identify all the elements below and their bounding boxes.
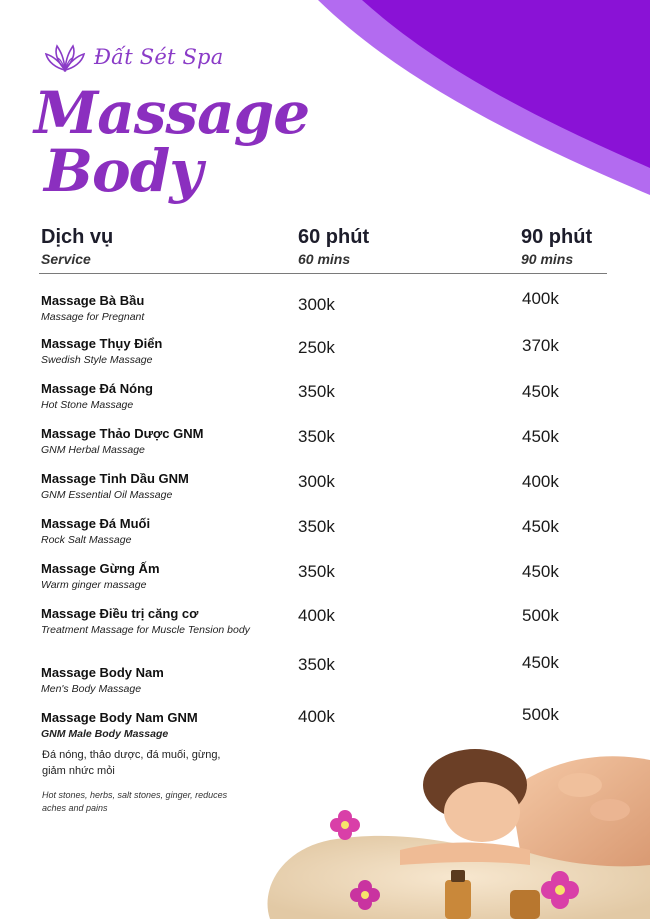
service-name: Massage Điều trị căng cơ	[41, 606, 199, 621]
brand-name: Đất Sét Spa	[94, 45, 224, 69]
service-cell	[41, 381, 271, 412]
oil-bottle	[510, 890, 540, 919]
therapist-hand	[558, 773, 602, 797]
face-shape	[444, 782, 520, 842]
price-90: 400k	[522, 289, 559, 308]
service-cell	[41, 561, 271, 592]
lotus-icon	[44, 42, 86, 72]
note-vietnamese: Đá nóng, thảo dược, đá muối, gừng, giảm nhức mỏi	[42, 749, 221, 777]
header-90-vi: 90 phút	[521, 226, 593, 248]
price-90: 500k	[522, 705, 559, 724]
swoosh-dark	[362, 0, 650, 168]
header-divider	[39, 273, 607, 274]
service-cell	[41, 426, 271, 457]
title-line-1: Massage	[34, 79, 310, 147]
service-cell	[41, 710, 271, 741]
service-name-en: Hot Stone Massage	[41, 399, 134, 411]
price-60: 300k	[298, 295, 335, 314]
service-name-en: Men's Body Massage	[41, 683, 142, 695]
service-cell	[41, 665, 271, 696]
page-title	[34, 79, 354, 205]
price-60: 350k	[298, 427, 335, 446]
price-60: 300k	[298, 472, 335, 491]
service-name: Massage Đá Nóng	[41, 381, 153, 396]
price-90: 400k	[522, 472, 559, 491]
service-cell	[41, 516, 271, 547]
header-service	[41, 226, 113, 267]
price-60: 350k	[298, 382, 335, 401]
service-name-en: Rock Salt Massage	[41, 534, 132, 546]
service-name-en: Treatment Massage for Muscle Tension body	[41, 624, 250, 636]
service-cell	[41, 293, 271, 324]
price-90: 450k	[522, 517, 559, 536]
service-name-en: GNM Male Body Massage	[41, 728, 169, 740]
service-name: Massage Đá Muối	[41, 516, 151, 531]
service-name: Massage Thảo Dược GNM	[41, 426, 204, 441]
oil-bottle-cap	[451, 870, 465, 882]
orchid-icon	[330, 810, 360, 840]
header-service-en: Service	[41, 251, 91, 267]
oil-bottle	[445, 880, 471, 919]
spa-massage-photo	[260, 690, 650, 919]
note-english: Hot stones, herbs, salt stones, ginger, reduces aches and pains	[42, 790, 228, 813]
price-90: 370k	[522, 336, 559, 355]
service-name: Massage Body Nam	[41, 665, 164, 680]
price-60: 350k	[298, 517, 335, 536]
brand	[44, 42, 223, 72]
price-90: 450k	[522, 562, 559, 581]
price-60: 400k	[298, 606, 335, 625]
price-90: 450k	[522, 382, 559, 401]
service-name: Massage Thụy Điển	[41, 336, 163, 351]
price-60: 350k	[298, 562, 335, 581]
service-name-en: Warm ginger massage	[41, 579, 147, 591]
therapist-hand	[590, 799, 630, 821]
header-90-en: 90 mins	[521, 251, 574, 267]
price-90: 450k	[522, 653, 559, 672]
service-name: Massage Bà Bầu	[41, 293, 145, 308]
service-cell	[41, 336, 271, 367]
price-60: 350k	[298, 655, 335, 674]
price-90: 450k	[522, 427, 559, 446]
header-service-vi: Dịch vụ	[41, 226, 114, 248]
header-60-en: 60 mins	[298, 251, 351, 267]
header-90-mins	[521, 226, 592, 267]
price-90: 500k	[522, 606, 559, 625]
price-60: 250k	[298, 338, 335, 357]
title-line-2: Body	[44, 137, 202, 205]
header-60-vi: 60 phút	[298, 226, 370, 248]
header-60-mins	[298, 226, 369, 267]
service-name-en: Massage for Pregnant	[41, 311, 145, 323]
service-cell	[41, 471, 271, 502]
service-name-en: Swedish Style Massage	[41, 354, 153, 366]
service-name-en: GNM Herbal Massage	[41, 444, 145, 456]
service-name: Massage Gừng Ấm	[41, 561, 160, 576]
price-60: 400k	[298, 707, 335, 726]
service-name: Massage Body Nam GNM	[41, 710, 198, 725]
service-name-en: GNM Essential Oil Massage	[41, 489, 173, 501]
service-name: Massage Tinh Dầu GNM	[41, 471, 189, 486]
service-cell	[41, 606, 251, 637]
